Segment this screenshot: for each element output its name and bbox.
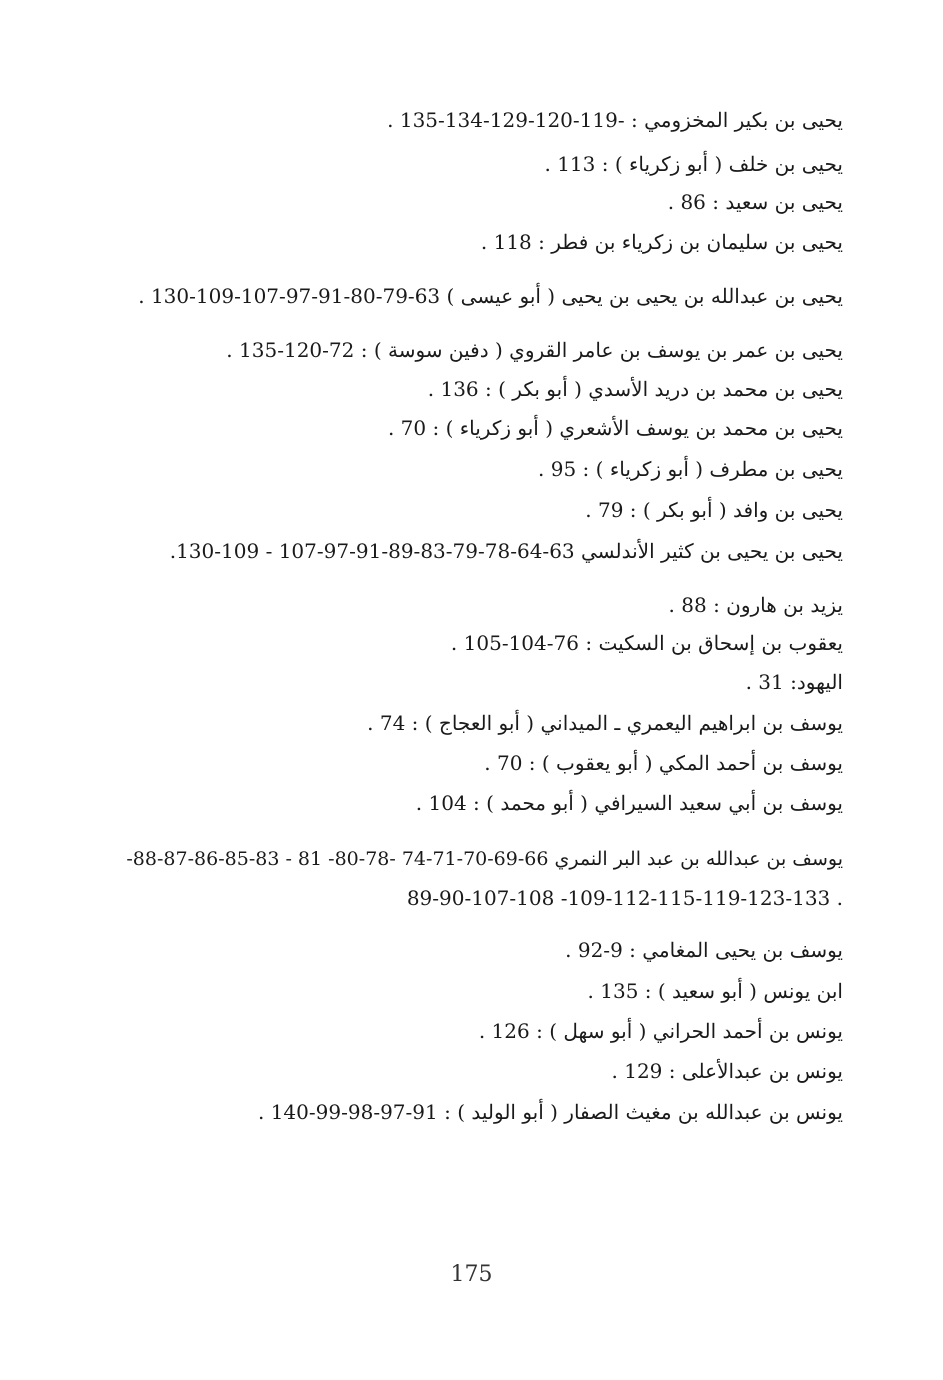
index-entry: يحيى بن وافد ( أبو بكر ) : 79 .	[585, 498, 843, 522]
index-entry: يونس بن عبدالأعلى : 129 .	[611, 1059, 843, 1083]
index-entry: يوسف بن يحيى المغامي : 9-92 .	[565, 938, 843, 962]
index-entry: يحيى بن يحيى بن كثير الأندلسي 63-64-78-79-83-89-91-97-107 - 109-130.	[169, 539, 843, 563]
index-entry: يحيى بن سعيد : 86 .	[667, 190, 843, 214]
index-entry: يحيى بن عبدالله بن يحيى بن يحيى ( أبو عيسى ) 63-79-80-91-97-107-109-130 .	[138, 284, 843, 308]
index-entry: يوسف بن ابراهيم اليعمري ـ الميداني ( أبو العجاج ) : 74 .	[367, 711, 843, 735]
page-number: 175	[450, 1262, 493, 1287]
index-entry: ابن يونس ( أبو سعيد ) : 135 .	[587, 979, 843, 1003]
index-entry: يوسف بن عبدالله بن عبد البر النمري 66-69-70-71-74 -78-80- 81 - 83-85-86-87-88-	[126, 848, 843, 870]
index-entry: يوسف بن أحمد المكي ( أبو يعقوب ) : 70 .	[484, 751, 843, 775]
index-entry: يونس بن أحمد الحراني ( أبو سهل ) : 126 .	[478, 1019, 843, 1043]
index-entry: يحيى بن مطرف ( أبو زكرياء ) : 95 .	[538, 457, 843, 481]
index-entry: يحيى بن محمد بن دريد الأسدي ( أبو بكر ) : 136 .	[427, 377, 843, 401]
index-entry-continuation: 89-90-107-108 -109-112-115-119-123-133 .	[406, 886, 843, 910]
index-entry: يحيى بن محمد بن يوسف الأشعري ( أبو زكرياء ) : 70 .	[387, 416, 843, 440]
index-entry: يحيى بن خلف ( أبو زكرياء ) : 113 .	[544, 152, 843, 176]
index-entry: يوسف بن أبي سعيد السيرافي ( أبو محمد ) : 104 .	[415, 791, 843, 815]
index-entry: يحيى بن سليمان بن زكرياء بن فطر : 118 .	[480, 230, 843, 254]
index-entry: اليهود: 31 .	[745, 670, 843, 694]
index-entry: يحيى بن بكير المخزومي : -119-120-129-134-135 .	[387, 108, 843, 132]
index-entry: يونس بن عبدالله بن مغيث الصفار ( أبو الوليد ) : 91-97-98-99-140 .	[257, 1100, 843, 1124]
index-entry: يزيد بن هارون : 88 .	[668, 593, 843, 617]
index-entry: يعقوب بن إسحاق بن السكيت : 76-104-105 .	[450, 631, 843, 655]
index-entry: يحيى بن عمر بن يوسف بن عامر القروي ( دفين سوسة ) : 72-120-135 .	[226, 338, 843, 362]
